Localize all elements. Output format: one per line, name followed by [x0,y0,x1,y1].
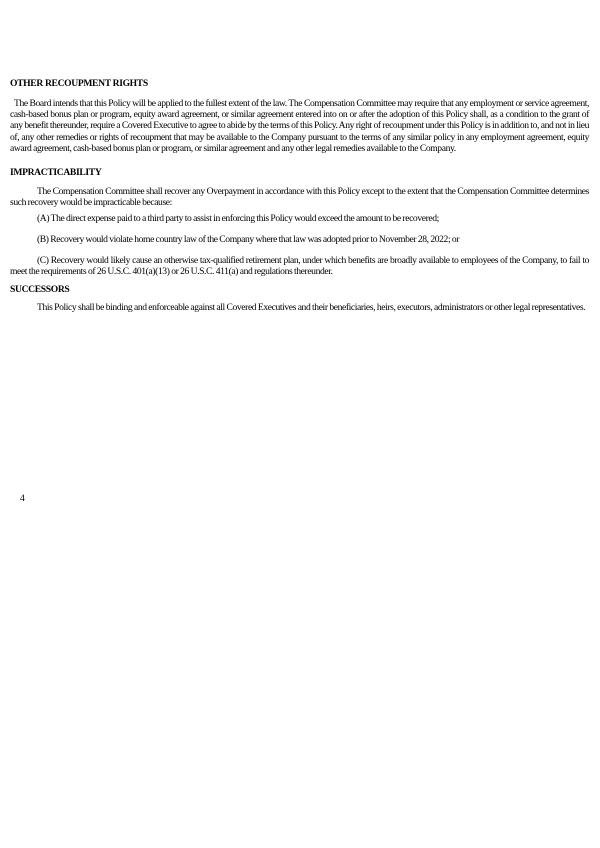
paragraph-other-recoupment-rights: The Board intends that this Policy will be applied to the fullest extent of the law. The Compensation Committee may require that any employment or service agreement, cash-based bonus plan or program, equity award agreement, or similar agreement entered into on or after the adoption of this Policy shall, as a condition to the grant of any benefit thereunder, require a Covered Executive to agree to abide by the terms of this Policy. Any right of recoupment under this Policy is in addition to, and not in lieu of, any other remedies or rights of recoupment that may be available to the Company pursuant to the terms of any similar policy in any employment agreement, equity award agreement, cash-based bonus plan or program, or similar agreement and any other legal remedies available to the Company. [10,98,589,154]
paragraph-impracticability-b: (B) Recovery would violate home country law of the Company where that law was adopted prior to November 28, 2022; or [37,234,460,245]
paragraph-impracticability-intro: The Compensation Committee shall recover any Overpayment in accordance with this Policy except to the extent that the Compensation Committee determines such recovery would be impracticable because: [10,186,589,209]
heading-impracticability: IMPRACTICABILITY [10,167,102,178]
paragraph-impracticability-a: (A) The direct expense paid to a third party to assist in enforcing this Policy would exceed the amount to be recovered; [37,213,439,224]
paragraph-impracticability-c: (C) Recovery would likely cause an otherwise tax-qualified retirement plan, under which benefits are broadly available to employees of the Company, to fail to meet the requirements of 26 U.S.C. 401(a)(13) or 26 U.S.C. 411(a) and regulations thereunder. [10,255,589,278]
paragraph-successors: This Policy shall be binding and enforceable against all Covered Executives and their beneficiaries, heirs, executors, administrators or other legal representatives. [37,302,586,313]
heading-successors: SUCCESSORS [10,284,70,295]
page-number: 4 [20,493,25,504]
heading-other-recoupment-rights: OTHER RECOUPMENT RIGHTS [10,78,148,89]
